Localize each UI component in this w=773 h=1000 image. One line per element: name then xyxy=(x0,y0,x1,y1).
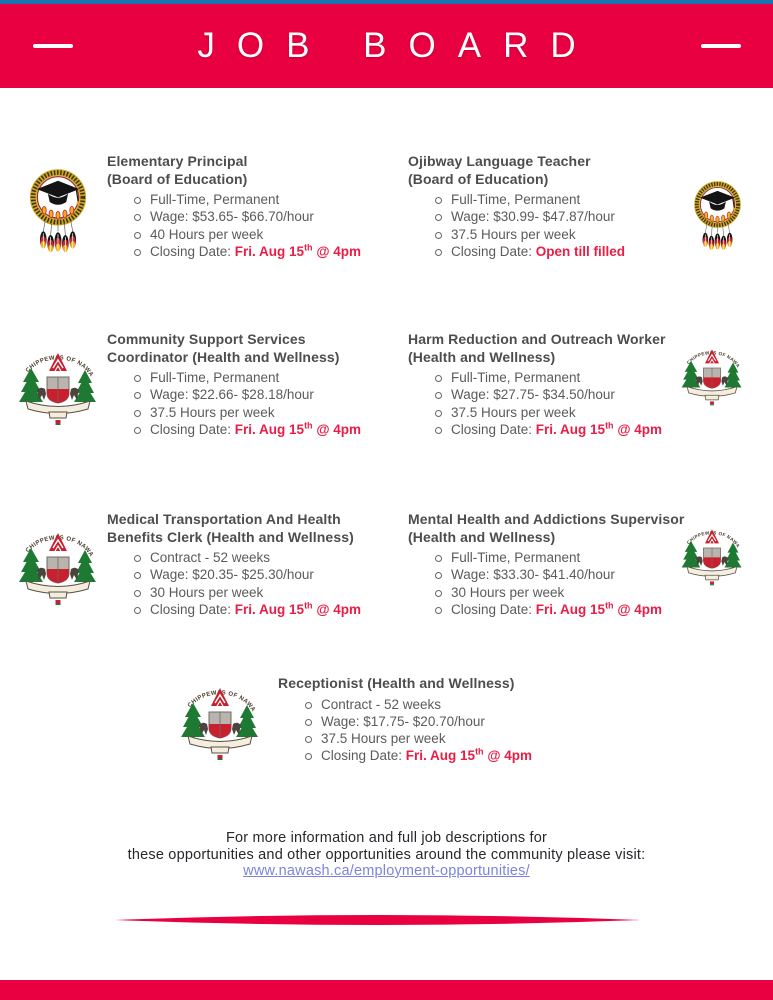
footer-info xyxy=(0,830,773,880)
footer-line2: these opportunities and other opportunities around the community please visit: xyxy=(127,846,646,863)
closing-time: @ 4pm xyxy=(312,421,361,437)
nawash-crest-logo xyxy=(13,524,103,608)
job-card-ojibway-language-teacher xyxy=(408,153,708,260)
nawash-crest-logo xyxy=(175,679,265,763)
job-detail: Wage: $17.75- $20.70/hour xyxy=(321,713,608,730)
education-logo xyxy=(21,167,95,259)
job-card-receptionist xyxy=(278,675,608,765)
job-card-medical-transportation-benefits-clerk xyxy=(107,511,407,618)
job-closing-date xyxy=(451,601,738,618)
job-closing-date xyxy=(451,421,728,438)
closing-ordinal: th xyxy=(605,420,614,431)
job-detail: Full-Time, Permanent xyxy=(451,191,708,208)
closing-label: Closing Date: xyxy=(451,243,536,259)
job-closing-date xyxy=(150,421,407,438)
page-title: JOB BOARD xyxy=(197,26,598,65)
job-title-line1: Ojibway Language Teacher xyxy=(408,153,591,169)
job-card-elementary-principal xyxy=(107,153,402,260)
nawash-crest-logo xyxy=(677,342,747,408)
job-detail: Full-Time, Permanent xyxy=(150,191,402,208)
closing-value: Fri. Aug 15 xyxy=(234,601,305,617)
job-detail: 37.5 Hours per week xyxy=(150,404,407,421)
job-detail: Wage: $20.35- $25.30/hour xyxy=(150,566,407,583)
job-detail: Wage: $22.66- $28.18/hour xyxy=(150,386,407,403)
job-closing-date xyxy=(321,747,608,764)
job-title-line1: Mental Health and Addictions Supervisor xyxy=(408,511,685,527)
job-detail: Full-Time, Permanent xyxy=(150,369,407,386)
closing-label: Closing Date: xyxy=(321,748,406,764)
nawash-crest-logo xyxy=(677,522,747,588)
closing-value: Fri. Aug 15 xyxy=(405,748,476,764)
red-swoosh-divider xyxy=(0,905,773,935)
right-dash-icon xyxy=(701,44,741,48)
job-detail: 30 Hours per week xyxy=(150,584,407,601)
job-detail: 30 Hours per week xyxy=(451,584,738,601)
job-detail: 37.5 Hours per week xyxy=(451,404,728,421)
job-card-community-support-services-coordinator xyxy=(107,331,407,438)
closing-label: Closing Date: xyxy=(150,243,235,259)
closing-ordinal: th xyxy=(304,242,313,253)
closing-value: Fri. Aug 15 xyxy=(535,421,606,437)
education-logo xyxy=(687,179,748,256)
job-detail: Wage: $33.30- $41.40/hour xyxy=(451,566,738,583)
nawash-crest-logo xyxy=(13,344,103,428)
job-title-line1: Community Support Services xyxy=(107,331,306,347)
closing-label: Closing Date: xyxy=(451,601,536,617)
closing-ordinal: th xyxy=(475,746,484,757)
closing-value: Fri. Aug 15 xyxy=(234,421,305,437)
closing-label: Closing Date: xyxy=(150,601,235,617)
job-detail: Full-Time, Permanent xyxy=(451,549,738,566)
closing-value: Open till filled xyxy=(535,243,626,259)
closing-value: Fri. Aug 15 xyxy=(535,601,606,617)
closing-label: Closing Date: xyxy=(451,421,536,437)
job-title-line1: Elementary Principal xyxy=(107,153,248,169)
job-detail: Contract - 52 weeks xyxy=(150,549,407,566)
header-banner xyxy=(0,4,773,88)
closing-value: Fri. Aug 15 xyxy=(234,243,305,259)
job-closing-date xyxy=(150,601,407,618)
closing-ordinal: th xyxy=(304,420,313,431)
closing-time: @ 4pm xyxy=(312,243,361,259)
job-title-line2: (Board of Education) xyxy=(408,170,549,187)
job-detail: 37.5 Hours per week xyxy=(451,226,708,243)
job-detail: Contract - 52 weeks xyxy=(321,696,608,713)
job-detail: 40 Hours per week xyxy=(150,226,402,243)
job-detail: Wage: $27.75- $34.50/hour xyxy=(451,386,728,403)
job-detail: Wage: $53.65- $66.70/hour xyxy=(150,208,402,225)
job-title-line2: (Health and Wellness) xyxy=(408,528,556,545)
job-title-line2: Coordinator (Health and Wellness) xyxy=(107,348,340,365)
job-title-line2: (Health and Wellness) xyxy=(408,348,556,365)
closing-ordinal: th xyxy=(304,600,313,611)
job-detail: Full-Time, Permanent xyxy=(451,369,728,386)
job-closing-date xyxy=(150,243,402,260)
job-title-line1: Harm Reduction and Outreach Worker xyxy=(408,331,666,347)
closing-ordinal: th xyxy=(605,600,614,611)
closing-time: @ 4pm xyxy=(483,748,532,764)
job-closing-date xyxy=(451,243,708,260)
closing-time: @ 4pm xyxy=(613,421,662,437)
job-title-line1: Receptionist (Health and Wellness) xyxy=(278,675,515,691)
closing-time: @ 4pm xyxy=(312,601,361,617)
closing-time: @ 4pm xyxy=(613,601,662,617)
job-title-line2: (Board of Education) xyxy=(107,170,248,187)
job-detail: 37.5 Hours per week xyxy=(321,730,608,747)
closing-label: Closing Date: xyxy=(150,421,235,437)
job-detail: Wage: $30.99- $47.87/hour xyxy=(451,208,708,225)
job-title-line2: Benefits Clerk (Health and Wellness) xyxy=(107,528,354,545)
job-title-line1: Medical Transportation And Health xyxy=(107,511,341,527)
employment-opportunities-link[interactable]: www.nawash.ca/employment-opportunities/ xyxy=(243,863,530,879)
footer-line1: For more information and full job descriptions for xyxy=(225,830,548,846)
bottom-banner xyxy=(0,980,773,1000)
